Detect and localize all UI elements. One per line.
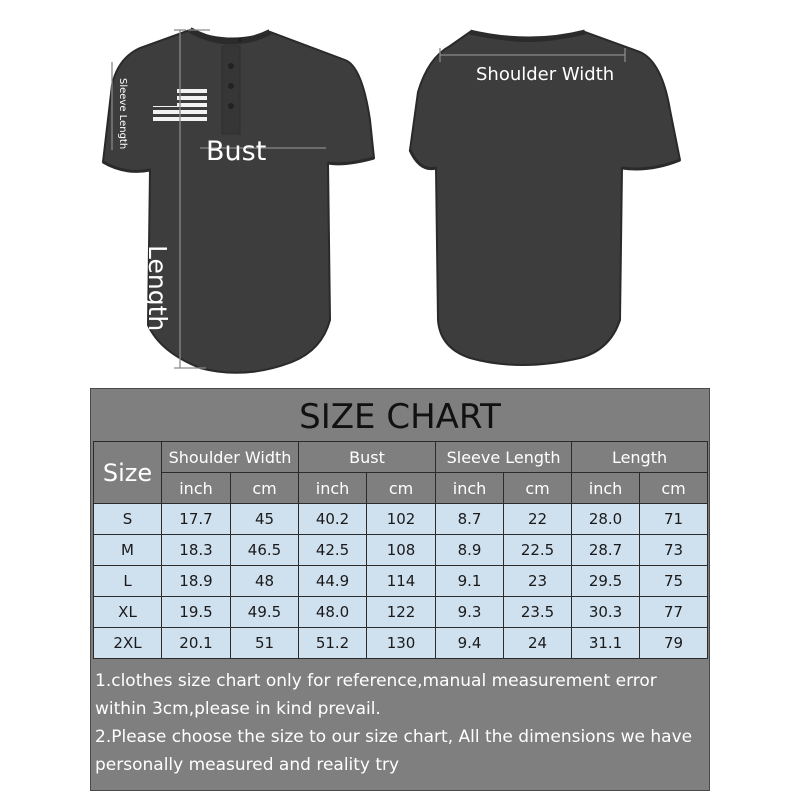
size-cell: XL xyxy=(94,597,162,628)
table-cell: 122 xyxy=(367,597,436,628)
table-cell: 23.5 xyxy=(504,597,572,628)
table-cell: 24 xyxy=(504,628,572,659)
length-label: Length xyxy=(143,245,172,332)
table-cell: 18.3 xyxy=(162,535,231,566)
table-cell: 42.5 xyxy=(299,535,367,566)
bust-label: Bust xyxy=(206,136,267,167)
size-table xyxy=(93,441,708,659)
unit-header: cm xyxy=(504,473,572,504)
shoulder-width-label: Shoulder Width xyxy=(476,64,615,85)
unit-header: inch xyxy=(572,473,640,504)
table-cell: 108 xyxy=(367,535,436,566)
table-cell: 48.0 xyxy=(299,597,367,628)
table-cell: 28.7 xyxy=(572,535,640,566)
table-cell: 22 xyxy=(504,504,572,535)
table-cell: 20.1 xyxy=(162,628,231,659)
unit-header: inch xyxy=(436,473,504,504)
table-cell: 48 xyxy=(231,566,299,597)
table-cell: 51.2 xyxy=(299,628,367,659)
unit-header: cm xyxy=(367,473,436,504)
chart-title: SIZE CHART xyxy=(299,397,501,437)
group-header-bust: Bust xyxy=(299,442,436,473)
size-cell: S xyxy=(94,504,162,535)
table-cell: 44.9 xyxy=(299,566,367,597)
size-header: Size xyxy=(94,442,162,504)
table-cell: 31.1 xyxy=(572,628,640,659)
unit-header: inch xyxy=(162,473,231,504)
table-cell: 102 xyxy=(367,504,436,535)
table-cell: 28.0 xyxy=(572,504,640,535)
table-cell: 29.5 xyxy=(572,566,640,597)
table-cell: 9.4 xyxy=(436,628,504,659)
table-cell: 40.2 xyxy=(299,504,367,535)
note-text: 1.clothes size chart only for reference,manual measurement error within 3cm,please in kind prevail. xyxy=(95,671,657,719)
table-cell: 30.3 xyxy=(572,597,640,628)
table-cell: 23 xyxy=(504,566,572,597)
group-header-length: Length xyxy=(572,442,708,473)
unit-header-row xyxy=(94,473,708,504)
size-cell: L xyxy=(94,566,162,597)
unit-header: cm xyxy=(231,473,299,504)
table-cell: 9.3 xyxy=(436,597,504,628)
table-cell: 51 xyxy=(231,628,299,659)
table-cell: 130 xyxy=(367,628,436,659)
table-cell: 45 xyxy=(231,504,299,535)
table-row xyxy=(94,628,708,659)
table-cell: 18.9 xyxy=(162,566,231,597)
table-cell: 77 xyxy=(640,597,708,628)
table-cell: 71 xyxy=(640,504,708,535)
table-cell: 9.1 xyxy=(436,566,504,597)
table-row xyxy=(94,566,708,597)
table-cell: 46.5 xyxy=(231,535,299,566)
size-notes xyxy=(95,667,705,779)
note-text: 2.Please choose the size to our size chart, All the dimensions we have personally measured and reality try xyxy=(95,727,693,775)
table-cell: 17.7 xyxy=(162,504,231,535)
group-header-row xyxy=(94,442,708,473)
group-header-shoulder-width: Shoulder Width xyxy=(162,442,299,473)
size-cell: 2XL xyxy=(94,628,162,659)
group-header-sleeve-length: Sleeve Length xyxy=(436,442,572,473)
size-chart xyxy=(90,388,710,791)
table-row xyxy=(94,535,708,566)
table-cell: 75 xyxy=(640,566,708,597)
table-row xyxy=(94,504,708,535)
table-cell: 114 xyxy=(367,566,436,597)
table-cell: 22.5 xyxy=(504,535,572,566)
table-cell: 79 xyxy=(640,628,708,659)
size-cell: M xyxy=(94,535,162,566)
table-cell: 8.9 xyxy=(436,535,504,566)
sleeve-length-label: Sleeve Length xyxy=(117,78,128,150)
table-cell: 8.7 xyxy=(436,504,504,535)
unit-header: inch xyxy=(299,473,367,504)
table-cell: 73 xyxy=(640,535,708,566)
unit-header: cm xyxy=(640,473,708,504)
table-cell: 19.5 xyxy=(162,597,231,628)
table-row xyxy=(94,597,708,628)
table-cell: 49.5 xyxy=(231,597,299,628)
product-images xyxy=(0,0,800,385)
